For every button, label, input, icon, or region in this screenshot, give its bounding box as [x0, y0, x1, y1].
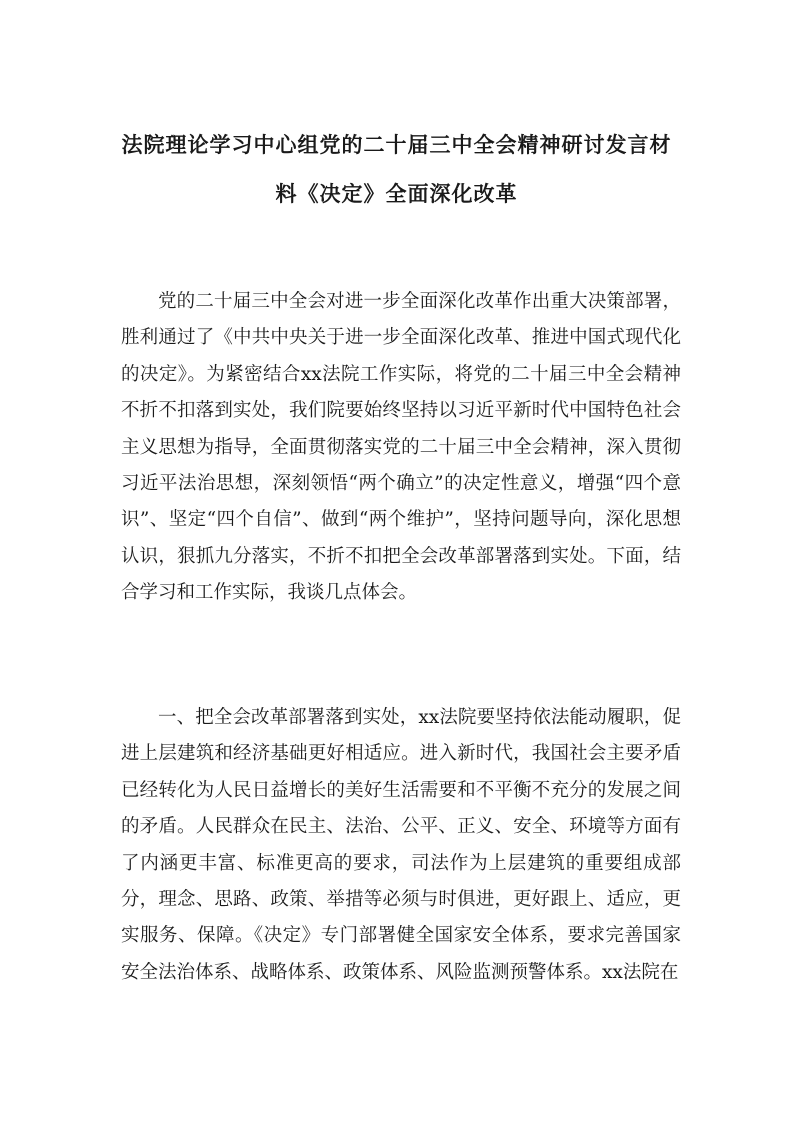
body-paragraph-intro: 党的二十届三中全会对进一步全面深化改革作出重大决策部署，胜利通过了《中共中央关于进一步全面深化改革、推进中国式现代化的决定》。为紧密结合xx法院工作实际，将党的二十届三中全会精神不折不扣落到实处，我们院要始终坚持以习近平新时代中国特色社会主义思想为指导，全面贯彻落实党的二十届三中全会精神，深入贯彻习近平法治思想，深刻领悟“两个确立”的决定性意义，增强“四个意识”、坚定“四个自信”、做到“两个维护”，坚持问题导向，深化思想认识，狠抓九分落实，不折不扣把全会改革部署落到实处。下面，结合学习和工作实际，我谈几点体会。 — [121, 291, 681, 604]
body-paragraph-section-one: 一、把全会改革部署落到实处，xx法院要坚持依法能动履职，促进上层建筑和经济基础更好相适应。进入新时代，我国社会主要矛盾已经转化为人民日益增长的美好生活需要和不平衡不充分的发展之间的矛盾。人民群众在民主、法治、公平、正义、安全、环境等方面有了内涵更丰富、标准更高的要求，司法作为上层建筑的重要组成部分，理念、思路、政策、举措等必须与时俱进，更好跟上、适应，更实服务、保障。《决定》专门部署健全国家安全体系，要求完善国家安全法治体系、战略体系、政策体系、风险监测预警体系。xx法院在 — [121, 707, 681, 983]
document-title-line-1: 法院理论学习中心组党的二十届三中全会精神研讨发言材 — [121, 133, 672, 157]
document-title-line-2: 料《决定》全面深化改革 — [275, 182, 518, 206]
